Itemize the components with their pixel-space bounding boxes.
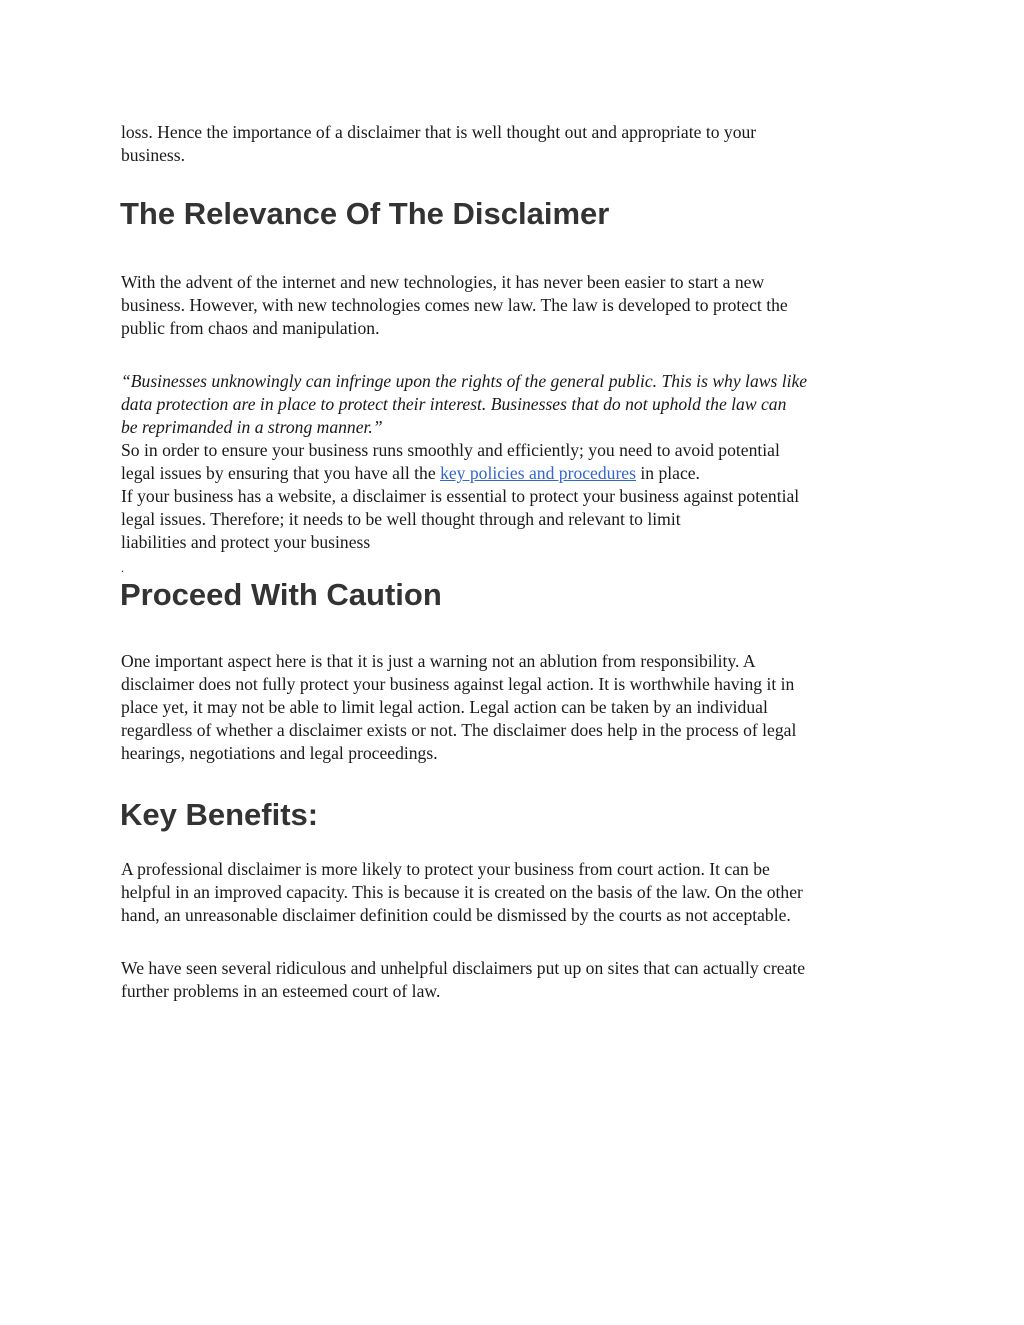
text-line: business. However, with new technologies comes new law. The law is developed to protect the: [121, 295, 788, 315]
benefits-paragraph-2: [121, 957, 921, 1003]
heading-benefits: Key Benefits:: [120, 797, 319, 832]
text-line: If your business has a website, a disclaimer is essential to protect your business against potential: [121, 486, 800, 506]
text-segment: legal issues by ensuring that you have all the: [121, 463, 441, 483]
text-line: With the advent of the internet and new technologies, it has never been easier to start a new: [121, 272, 765, 292]
benefits-paragraph-1: [121, 858, 921, 927]
relevance-paragraph-3: [121, 485, 921, 554]
trailing-period: .: [121, 561, 124, 575]
text-line: hand, an unreasonable disclaimer definition could be dismissed by the courts as not acceptable.: [121, 905, 791, 925]
text-line: helpful in an improved capacity. This is because it is created on the basis of the law. On the other: [121, 882, 803, 902]
text-line: [121, 462, 921, 485]
text-line: loss. Hence the importance of a disclaimer that is well thought out and appropriate to your: [121, 122, 757, 142]
text-line: legal issues. Therefore; it needs to be well thought through and relevant to limit: [121, 509, 681, 529]
text-line: liabilities and protect your business: [121, 532, 371, 552]
text-line: So in order to ensure your business runs smoothly and efficiently; you need to avoid potential: [121, 440, 780, 460]
text-line: One important aspect here is that it is just a warning not an ablution from responsibility. A: [121, 651, 756, 671]
text-line: public from chaos and manipulation.: [121, 318, 380, 338]
text-line: “Businesses unknowingly can infringe upon the rights of the general public. This is why laws like: [121, 371, 808, 391]
relevance-paragraph-2: [121, 439, 921, 485]
key-policies-link[interactable]: key policies and procedures: [440, 463, 636, 483]
caution-paragraph: [121, 650, 921, 765]
text-line: hearings, negotiations and legal proceedings.: [121, 743, 438, 763]
intro-paragraph: [121, 121, 921, 167]
text-line: data protection are in place to protect their interest. Businesses that do not uphold the law can: [121, 394, 787, 414]
text-line: further problems in an esteemed court of law.: [121, 981, 441, 1001]
text-line: be reprimanded in a strong manner.”: [121, 417, 383, 437]
text-line: place yet, it may not be able to limit legal action. Legal action can be taken by an individual: [121, 697, 768, 717]
text-line: regardless of whether a disclaimer exists or not. The disclaimer does help in the process of legal: [121, 720, 797, 740]
relevance-paragraph-1: [121, 271, 921, 340]
text-line: We have seen several ridiculous and unhelpful disclaimers put up on sites that can actually create: [121, 958, 806, 978]
heading-caution: Proceed With Caution: [120, 577, 442, 612]
quote-paragraph: [121, 370, 921, 439]
text-line: business.: [121, 145, 186, 165]
text-segment: in place.: [635, 463, 700, 483]
text-line: disclaimer does not fully protect your business against legal action. It is worthwhile having it in: [121, 674, 795, 694]
heading-relevance: The Relevance Of The Disclaimer: [120, 196, 610, 231]
text-line: A professional disclaimer is more likely to protect your business from court action. It can be: [121, 859, 770, 879]
